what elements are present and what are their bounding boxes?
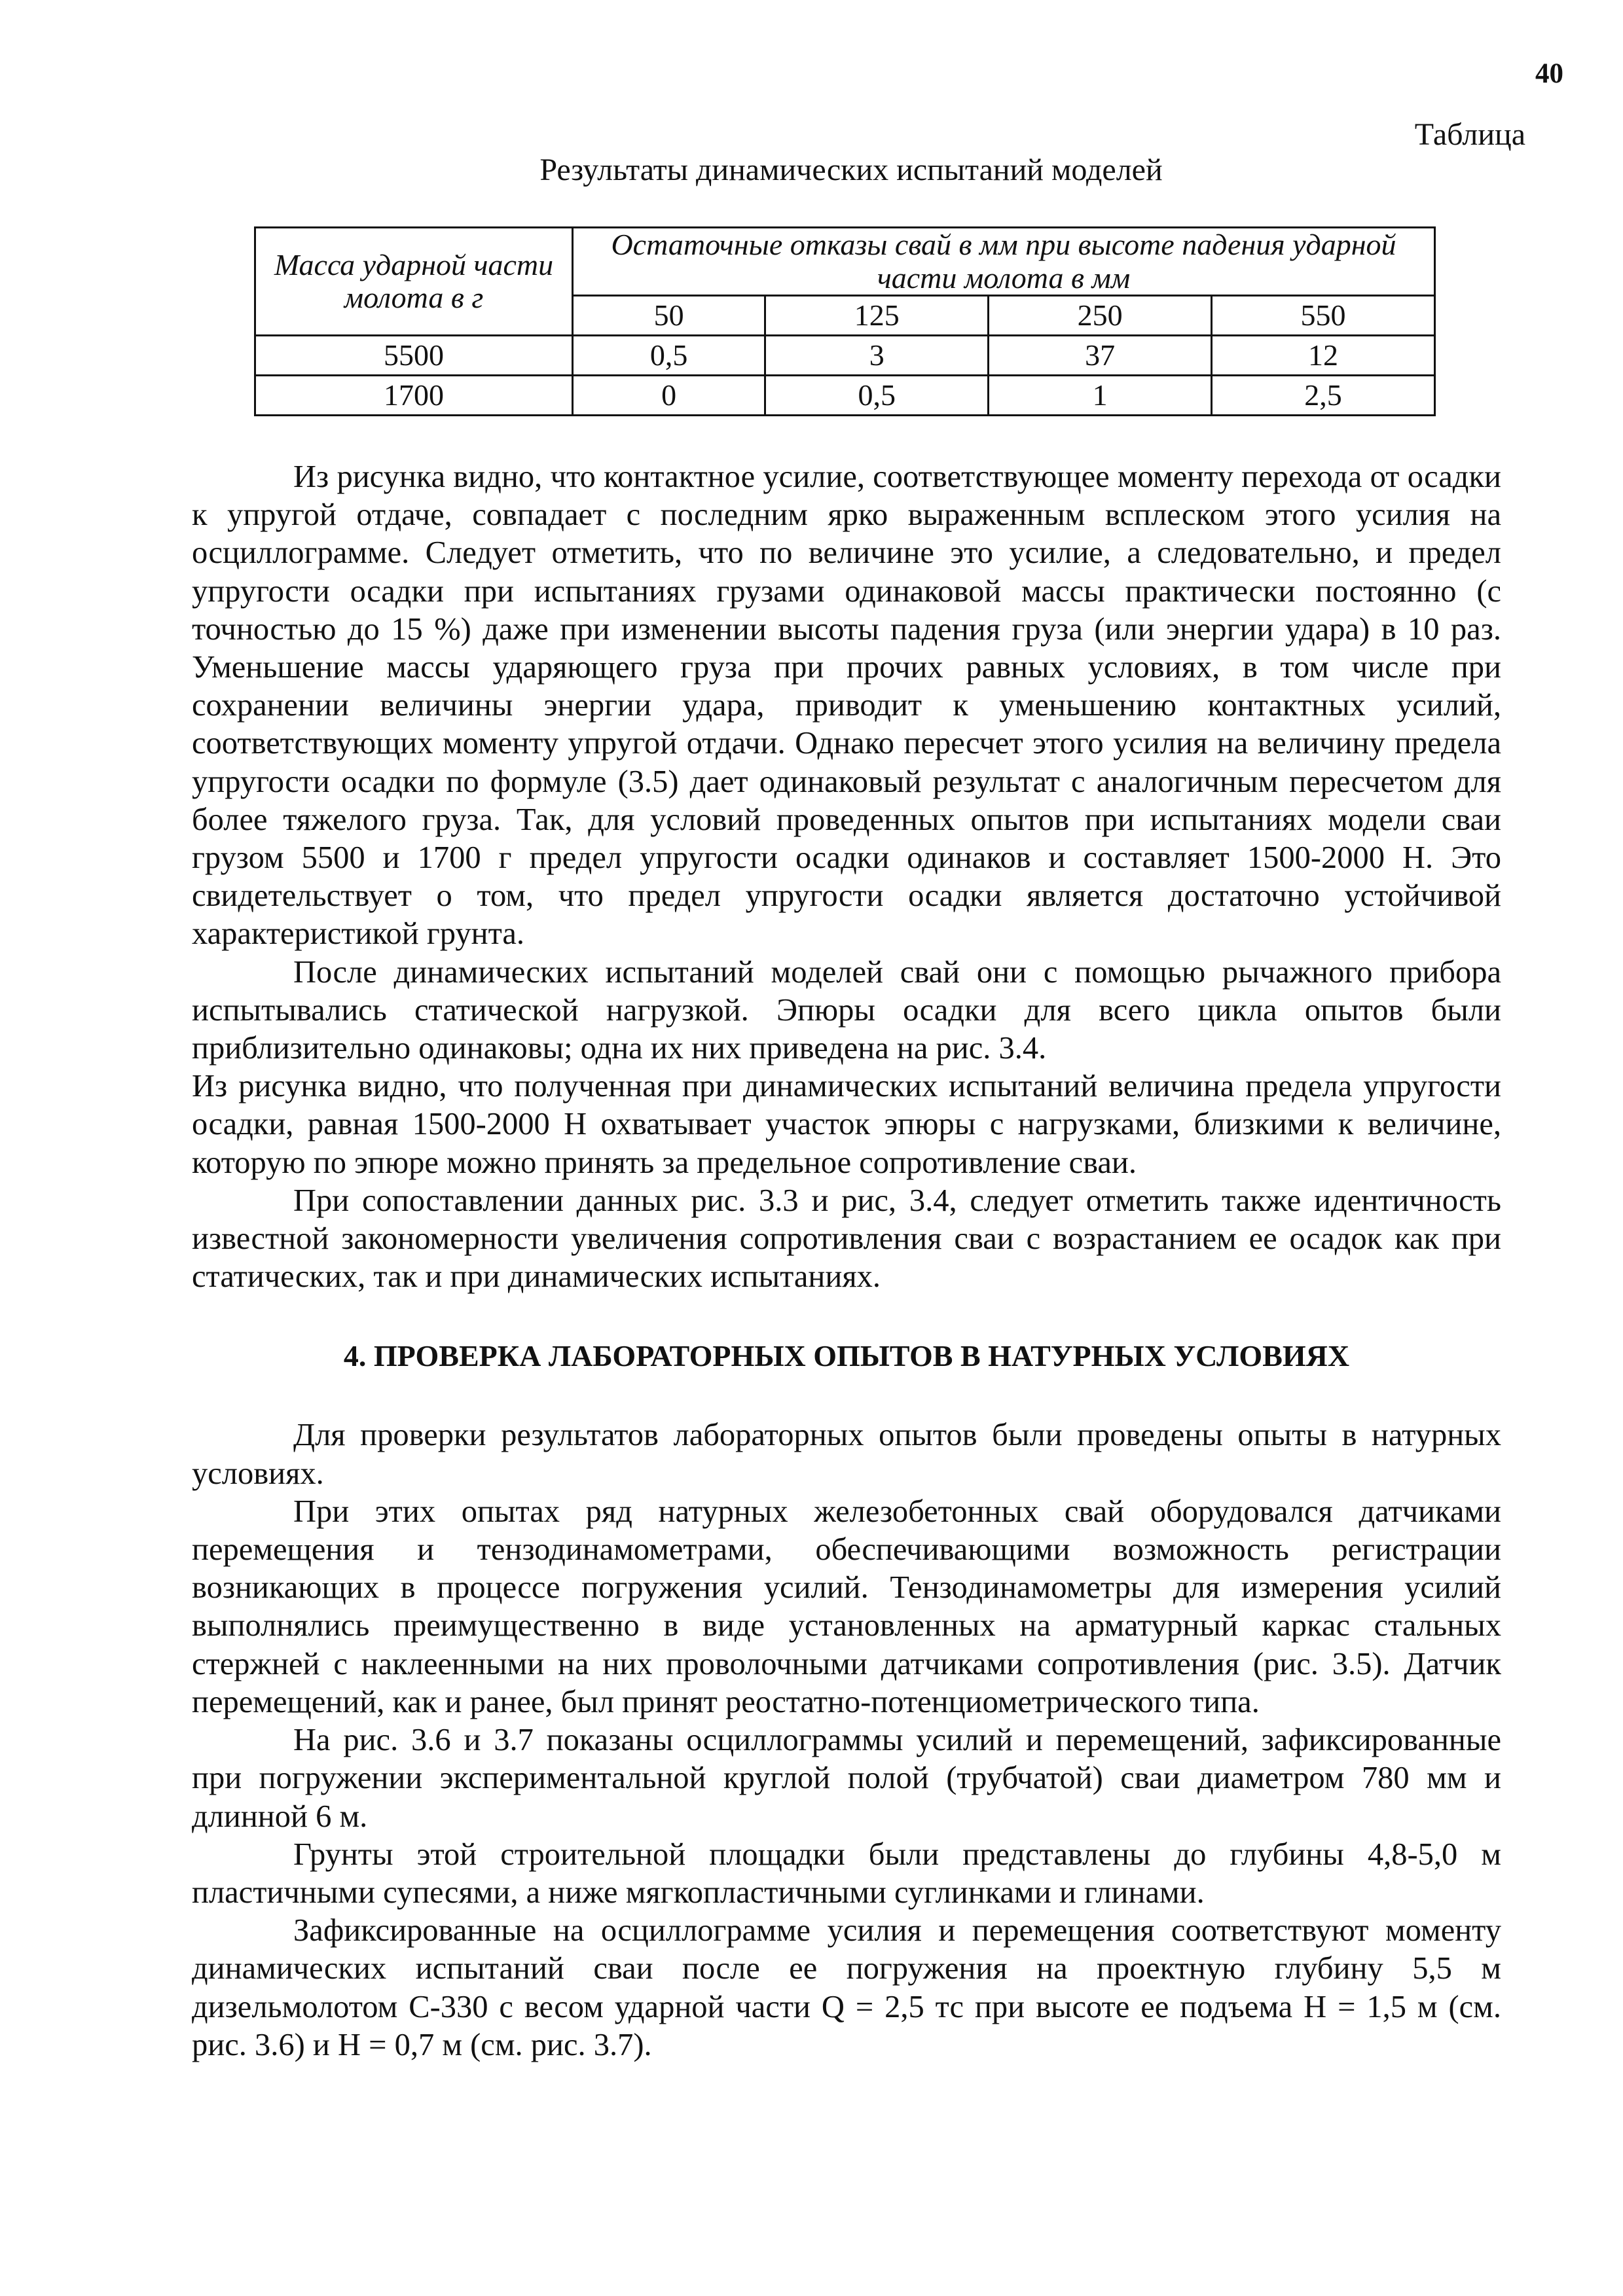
mass-column-header: Масса ударной части молота в г (255, 228, 573, 336)
table-title: Результаты динамических испытаний моделей (539, 152, 1163, 187)
paragraph: Из рисунка видно, что контактное усилие, соответствующее моменту перехода от осадки к упругой отдаче, совпадает с последним ярко выраженным всплеском этого усилия на осциллограмме. Следует отметить, что по величине это усилие, а следовательно, и предел упругости осадки при испытаниях грузами одинаковой массы практически постоянно (с точностью до 15 %) даже при изменении высоты падения груза (или энергии удара) в 10 раз. Уменьшение массы ударяющего груза при прочих равных условиях, в том числе при сохранении величины энергии удара, приводит к уменьшению контактных усилий, соответствующих моменту упругой отдачи. Однако пересчет этого усилия на величину предела упругости осадки по формуле (3.5) дает одинаковый результат с аналогичным пересчетом для более тяжелого груза. Так, для условий проведенных опытов при испытаниях модели сваи грузом 5500 и 1700 г предел упругости осадки одинаков и составляет 1500-2000 Н. Это свидетельствует о том, что предел упругости осадки является достаточно устойчивой характеристикой грунта. (192, 459, 1501, 952)
value-cell: 3 (765, 336, 989, 376)
paragraph: Из рисунка видно, что полученная при динамических испытаний величина предела упругости осадки, равная 1500-2000 Н охватывает участок эпюры с нагрузками, близкими к величине, которую по эпюре можно принять за предельное сопротивление сваи. (192, 1069, 1501, 1180)
table-label: Таблица (1414, 117, 1525, 152)
value-cell: 0,5 (573, 336, 765, 376)
value-cell: 12 (1212, 336, 1435, 376)
height-header: 125 (765, 296, 989, 336)
paragraph: Зафиксированные на осциллограмме усилия и перемещения соответствуют моменту динамических испытаний сваи после ее погружения на проектную глубину 5,5 м дизельмолотом С-330 с весом ударной части Q = 2,5 тс при высоте ее подъема H = 1,5 м (см. рис. 3.6) и H = 0,7 м (см. рис. 3.7). (192, 1913, 1501, 2062)
body-text (192, 458, 1501, 2064)
paragraph: Грунты этой строительной площадки были представлены до глубины 4,8-5,0 м пластичными супесями, а ниже мягкопластичными суглинками и глинами. (192, 1837, 1501, 1910)
paragraph: При этих опытах ряд натурных железобетонных свай оборудовался датчиками перемещения и тензодинамометрами, обеспечивающими возможность регистрации возникающих в процессе погружения усилий. Тензодинамометры для измерения усилий выполнялись преимущественно в виде установленных на арматурный каркас стальных стержней с наклеенными на них проволочными датчиками сопротивления (рис. 3.5). Датчик перемещений, как и ранее, был принят реостатно-потенциометрического типа. (192, 1494, 1501, 1719)
table-header-row (255, 228, 1435, 296)
value-cell: 0 (573, 376, 765, 416)
height-header: 50 (573, 296, 765, 336)
page-number: 40 (1535, 58, 1563, 89)
height-header: 250 (989, 296, 1212, 336)
paragraph: Для проверки результатов лабораторных опытов были проведены опыты в натурных условиях. (192, 1418, 1501, 1491)
value-cell: 2,5 (1212, 376, 1435, 416)
mass-cell: 5500 (255, 336, 573, 376)
value-cell: 37 (989, 336, 1212, 376)
results-table (254, 226, 1436, 416)
height-header: 550 (1212, 296, 1435, 336)
table-row (255, 336, 1435, 376)
section-heading: 4. ПРОВЕРКА ЛАБОРАТОРНЫХ ОПЫТОВ В НАТУРНЫХ УСЛОВИЯХ (343, 1339, 1350, 1373)
value-cell: 0,5 (765, 376, 989, 416)
set-column-group-header: Остаточные отказы свай в мм при высоте падения ударной части молота в мм (573, 228, 1435, 296)
paragraph: На рис. 3.6 и 3.7 показаны осциллограммы усилий и перемещений, зафиксированные при погружении экспериментальной круглой полой (трубчатой) сваи диаметром 780 мм и длинной 6 м. (192, 1723, 1501, 1834)
value-cell: 1 (989, 376, 1212, 416)
mass-cell: 1700 (255, 376, 573, 416)
table-row (255, 376, 1435, 416)
paragraph: При сопоставлении данных рис. 3.3 и рис, 3.4, следует отметить также идентичность известной закономерности увеличения сопротивления сваи с возрастанием ее осадок как при статических, так и при динамических испытаниях. (192, 1183, 1501, 1295)
paragraph: После динамических испытаний моделей свай они с помощью рычажного прибора испытывались статической нагрузкой. Эпюры осадки для всего цикла опытов были приблизительно одинаковы; одна их них приведена на рис. 3.4. (192, 954, 1501, 1066)
